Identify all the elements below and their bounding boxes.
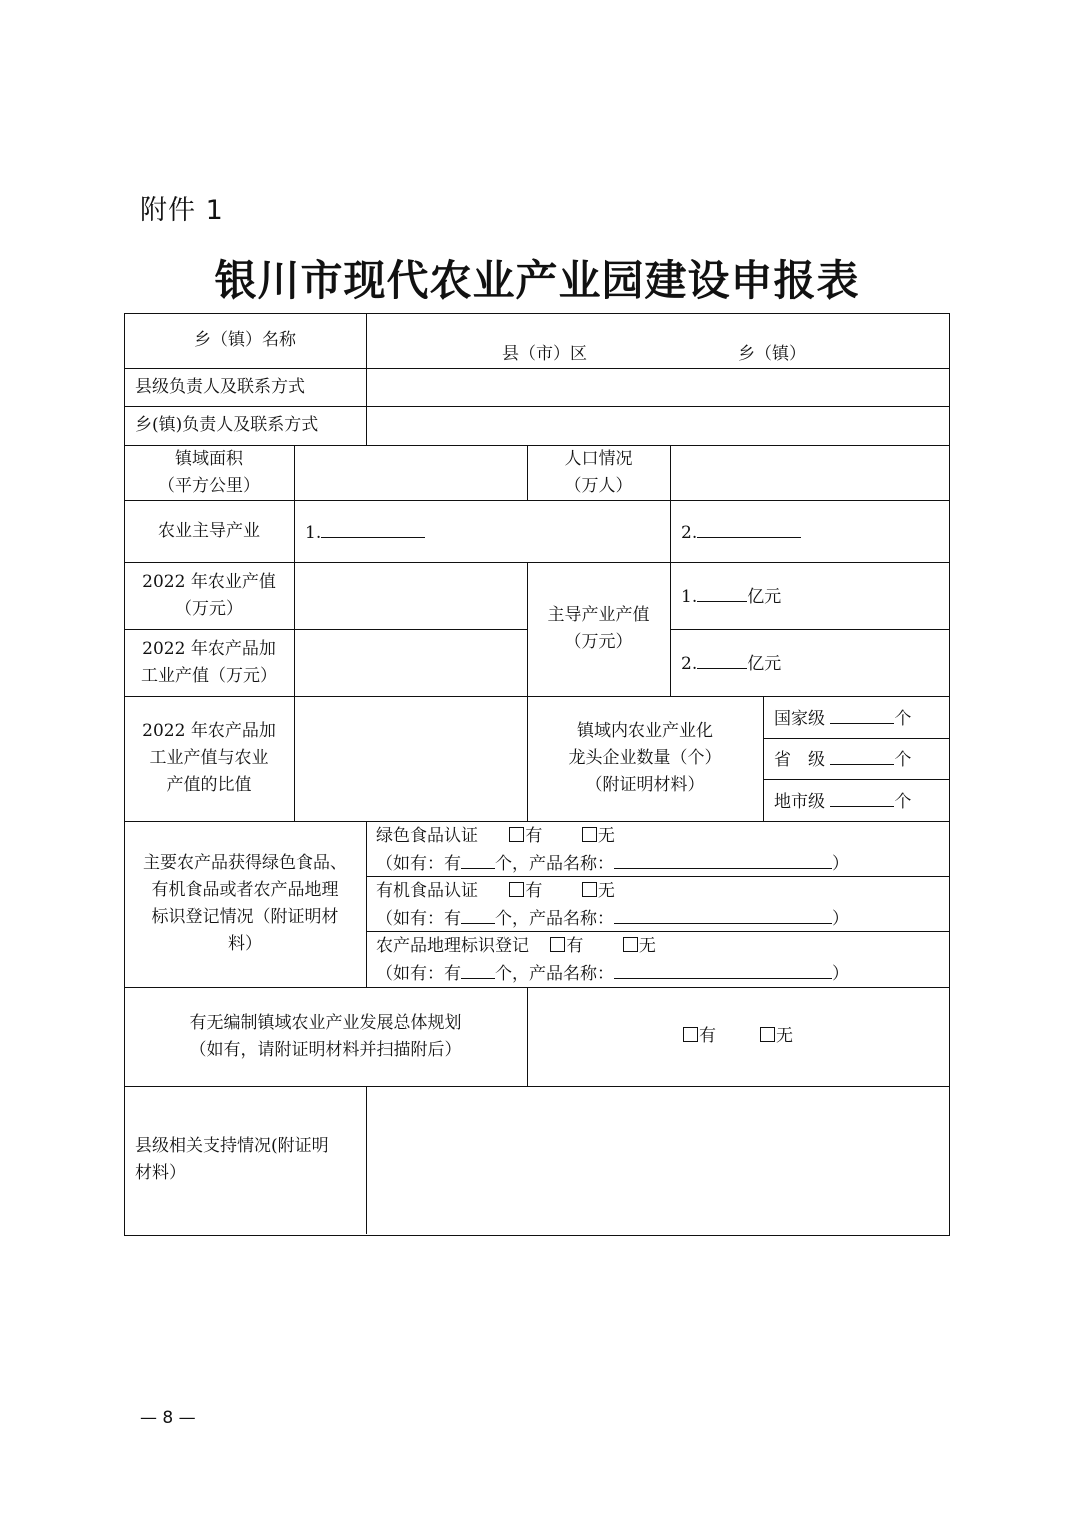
blank-line [461, 850, 495, 869]
level-provincial-label: 省 级 [774, 750, 825, 770]
geo-row [376, 933, 656, 960]
col-line [763, 696, 764, 821]
agri-output-line1: 2022 年农业产值 [142, 571, 276, 592]
blank-line [461, 905, 495, 924]
col-line [294, 500, 295, 562]
population-label [527, 445, 670, 500]
close-paren: ） [832, 909, 849, 929]
checkbox-icon[interactable] [683, 1027, 698, 1042]
agri-output-label [124, 562, 294, 629]
blank-line [830, 746, 894, 765]
leading-industry-1[interactable] [305, 519, 425, 547]
ratio-field[interactable] [295, 697, 527, 821]
checkbox-icon[interactable] [623, 937, 638, 952]
plan-options [527, 987, 949, 1086]
level-national-row[interactable] [774, 705, 911, 733]
col-line [366, 821, 367, 987]
processing-output-field[interactable] [295, 630, 527, 696]
green-food-no[interactable] [582, 826, 615, 846]
level-national-label: 国家级 [774, 709, 825, 729]
organic-food-detail[interactable] [376, 905, 849, 933]
area-label [124, 445, 294, 500]
leading-output-2[interactable] [681, 650, 781, 678]
cert-line3: 标识登记情况（附证明材 [151, 907, 339, 927]
form-title: 银川市现代农业产业园建设申报表 [214, 256, 860, 305]
town-name-field[interactable] [367, 314, 948, 368]
processing-output-label [124, 629, 294, 696]
if-yes-middle: 个，产品名称： [495, 854, 614, 874]
yes-label: 有 [525, 826, 543, 846]
item-number: 2. [681, 523, 698, 543]
page-number: — 8 — [140, 1408, 196, 1428]
county-contact-label: 县级负责人及联系方式 [135, 376, 305, 397]
ratio-line2: 工业产值与农业 [149, 748, 269, 768]
checkbox-icon[interactable] [760, 1027, 775, 1042]
blank-line [830, 788, 894, 807]
item-number: 2. [681, 654, 698, 674]
ratio-line3: 产值的比值 [166, 775, 252, 795]
leading-output-line2: （万元） [564, 632, 633, 652]
close-paren: ） [832, 964, 849, 984]
blank-line [614, 960, 832, 979]
green-food-yes[interactable] [509, 826, 542, 846]
unit-ge: 个 [894, 750, 912, 770]
row-line [763, 779, 949, 780]
town-contact-field[interactable] [367, 407, 948, 445]
ratio-label [124, 696, 294, 821]
if-yes-prefix: （如有：有 [376, 909, 461, 929]
plan-no[interactable] [760, 1023, 793, 1050]
no-label: 无 [597, 881, 615, 901]
agri-output-line2: （万元） [175, 598, 243, 619]
geo-no[interactable] [623, 936, 656, 956]
leading-industry-label: 农业主导产业 [158, 520, 260, 541]
checkbox-icon[interactable] [509, 827, 524, 842]
leading-industry-2[interactable] [681, 519, 801, 547]
organic-food-yes[interactable] [509, 881, 542, 901]
checkbox-icon[interactable] [582, 827, 597, 842]
unit-yi-yuan: 亿元 [747, 654, 782, 674]
area-label-line1: 镇域面积 [175, 448, 243, 469]
certification-label [124, 821, 366, 987]
green-food-detail[interactable] [376, 850, 849, 878]
yes-label: 有 [566, 936, 584, 956]
support-label [124, 1086, 366, 1234]
close-paren: ） [832, 854, 849, 874]
town-suffix: 乡（镇） [738, 344, 806, 364]
level-provincial-row[interactable] [774, 746, 911, 774]
yes-label: 有 [525, 881, 543, 901]
geo-detail[interactable] [376, 960, 849, 988]
plan-label [124, 987, 527, 1086]
yes-label: 有 [699, 1026, 716, 1046]
no-label: 无 [776, 1026, 793, 1046]
green-food-label: 绿色食品认证 [376, 826, 478, 846]
geo-label: 农产品地理标识登记 [376, 936, 529, 956]
support-line1: 县级相关支持情况(附证明 [135, 1136, 329, 1156]
green-food-row [376, 823, 615, 850]
ratio-line1: 2022 年农产品加 [142, 721, 276, 741]
item-number: 1. [681, 587, 698, 607]
support-line2: 材料） [135, 1163, 186, 1183]
no-label: 无 [638, 936, 656, 956]
if-yes-prefix: （如有：有 [376, 854, 461, 874]
level-city-row[interactable] [774, 788, 911, 816]
plan-line1: 有无编制镇域农业产业发展总体规划 [189, 1012, 462, 1033]
row-line [670, 629, 949, 630]
unit-yi-yuan: 亿元 [747, 587, 782, 607]
checkbox-icon[interactable] [582, 882, 597, 897]
blank-line [614, 850, 832, 869]
organic-food-row [376, 878, 615, 905]
county-contact-field[interactable] [367, 369, 948, 406]
if-yes-prefix: （如有：有 [376, 964, 461, 984]
plan-line2: （如有，请附证明材料并扫描附后） [189, 1039, 462, 1060]
organic-food-label: 有机食品认证 [376, 881, 478, 901]
no-label: 无 [597, 826, 615, 846]
processing-output-line2: 工业产值（万元） [141, 665, 277, 686]
col-line [670, 500, 671, 562]
cert-line2: 有机食品或者农产品地理 [151, 880, 339, 900]
support-field[interactable] [367, 1087, 948, 1234]
leading-output-line1: 主导产业产值 [547, 605, 650, 625]
unit-ge: 个 [894, 792, 912, 812]
population-field[interactable] [671, 446, 948, 500]
organic-food-no[interactable] [582, 881, 615, 901]
enterprise-line2: 龙头企业数量（个） [568, 748, 722, 768]
county-label: 县（市）区 [502, 344, 587, 364]
leading-output-label [527, 562, 670, 696]
area-label-line2: （平方公里） [158, 475, 260, 496]
blank-line [321, 519, 425, 538]
agri-output-field[interactable] [295, 563, 527, 629]
cert-line4: 料） [228, 934, 262, 954]
population-label-line2: （万人） [564, 475, 633, 496]
enterprise-line3: （附证明材料） [585, 775, 705, 795]
area-field[interactable] [295, 446, 527, 500]
application-form-table [124, 313, 949, 1235]
level-city-label: 地市级 [774, 792, 825, 812]
blank-line [697, 583, 747, 602]
geo-yes[interactable] [550, 936, 583, 956]
blank-line [697, 650, 747, 669]
blank-line [697, 519, 801, 538]
plan-yes[interactable] [683, 1023, 716, 1050]
if-yes-middle: 个，产品名称： [495, 909, 614, 929]
cert-line1: 主要农产品获得绿色食品、 [143, 853, 347, 873]
if-yes-middle: 个，产品名称： [495, 964, 614, 984]
unit-ge: 个 [894, 709, 912, 729]
blank-line [830, 705, 894, 724]
checkbox-icon[interactable] [509, 882, 524, 897]
blank-line [461, 960, 495, 979]
leading-output-1[interactable] [681, 583, 781, 611]
population-label-line1: 人口情况 [564, 448, 633, 469]
checkbox-icon[interactable] [550, 937, 565, 952]
town-name-label: 乡（镇）名称 [194, 330, 296, 350]
town-contact-label: 乡(镇)负责人及联系方式 [135, 415, 319, 435]
item-number: 1. [305, 523, 322, 543]
processing-output-line1: 2022 年农产品加 [142, 638, 276, 659]
annex-label: 附件 1 [140, 195, 224, 226]
col-line [670, 562, 671, 696]
enterprise-count-label [527, 696, 763, 821]
enterprise-line1: 镇域内农业产业化 [577, 721, 713, 741]
row-line [763, 738, 949, 739]
blank-line [614, 905, 832, 924]
